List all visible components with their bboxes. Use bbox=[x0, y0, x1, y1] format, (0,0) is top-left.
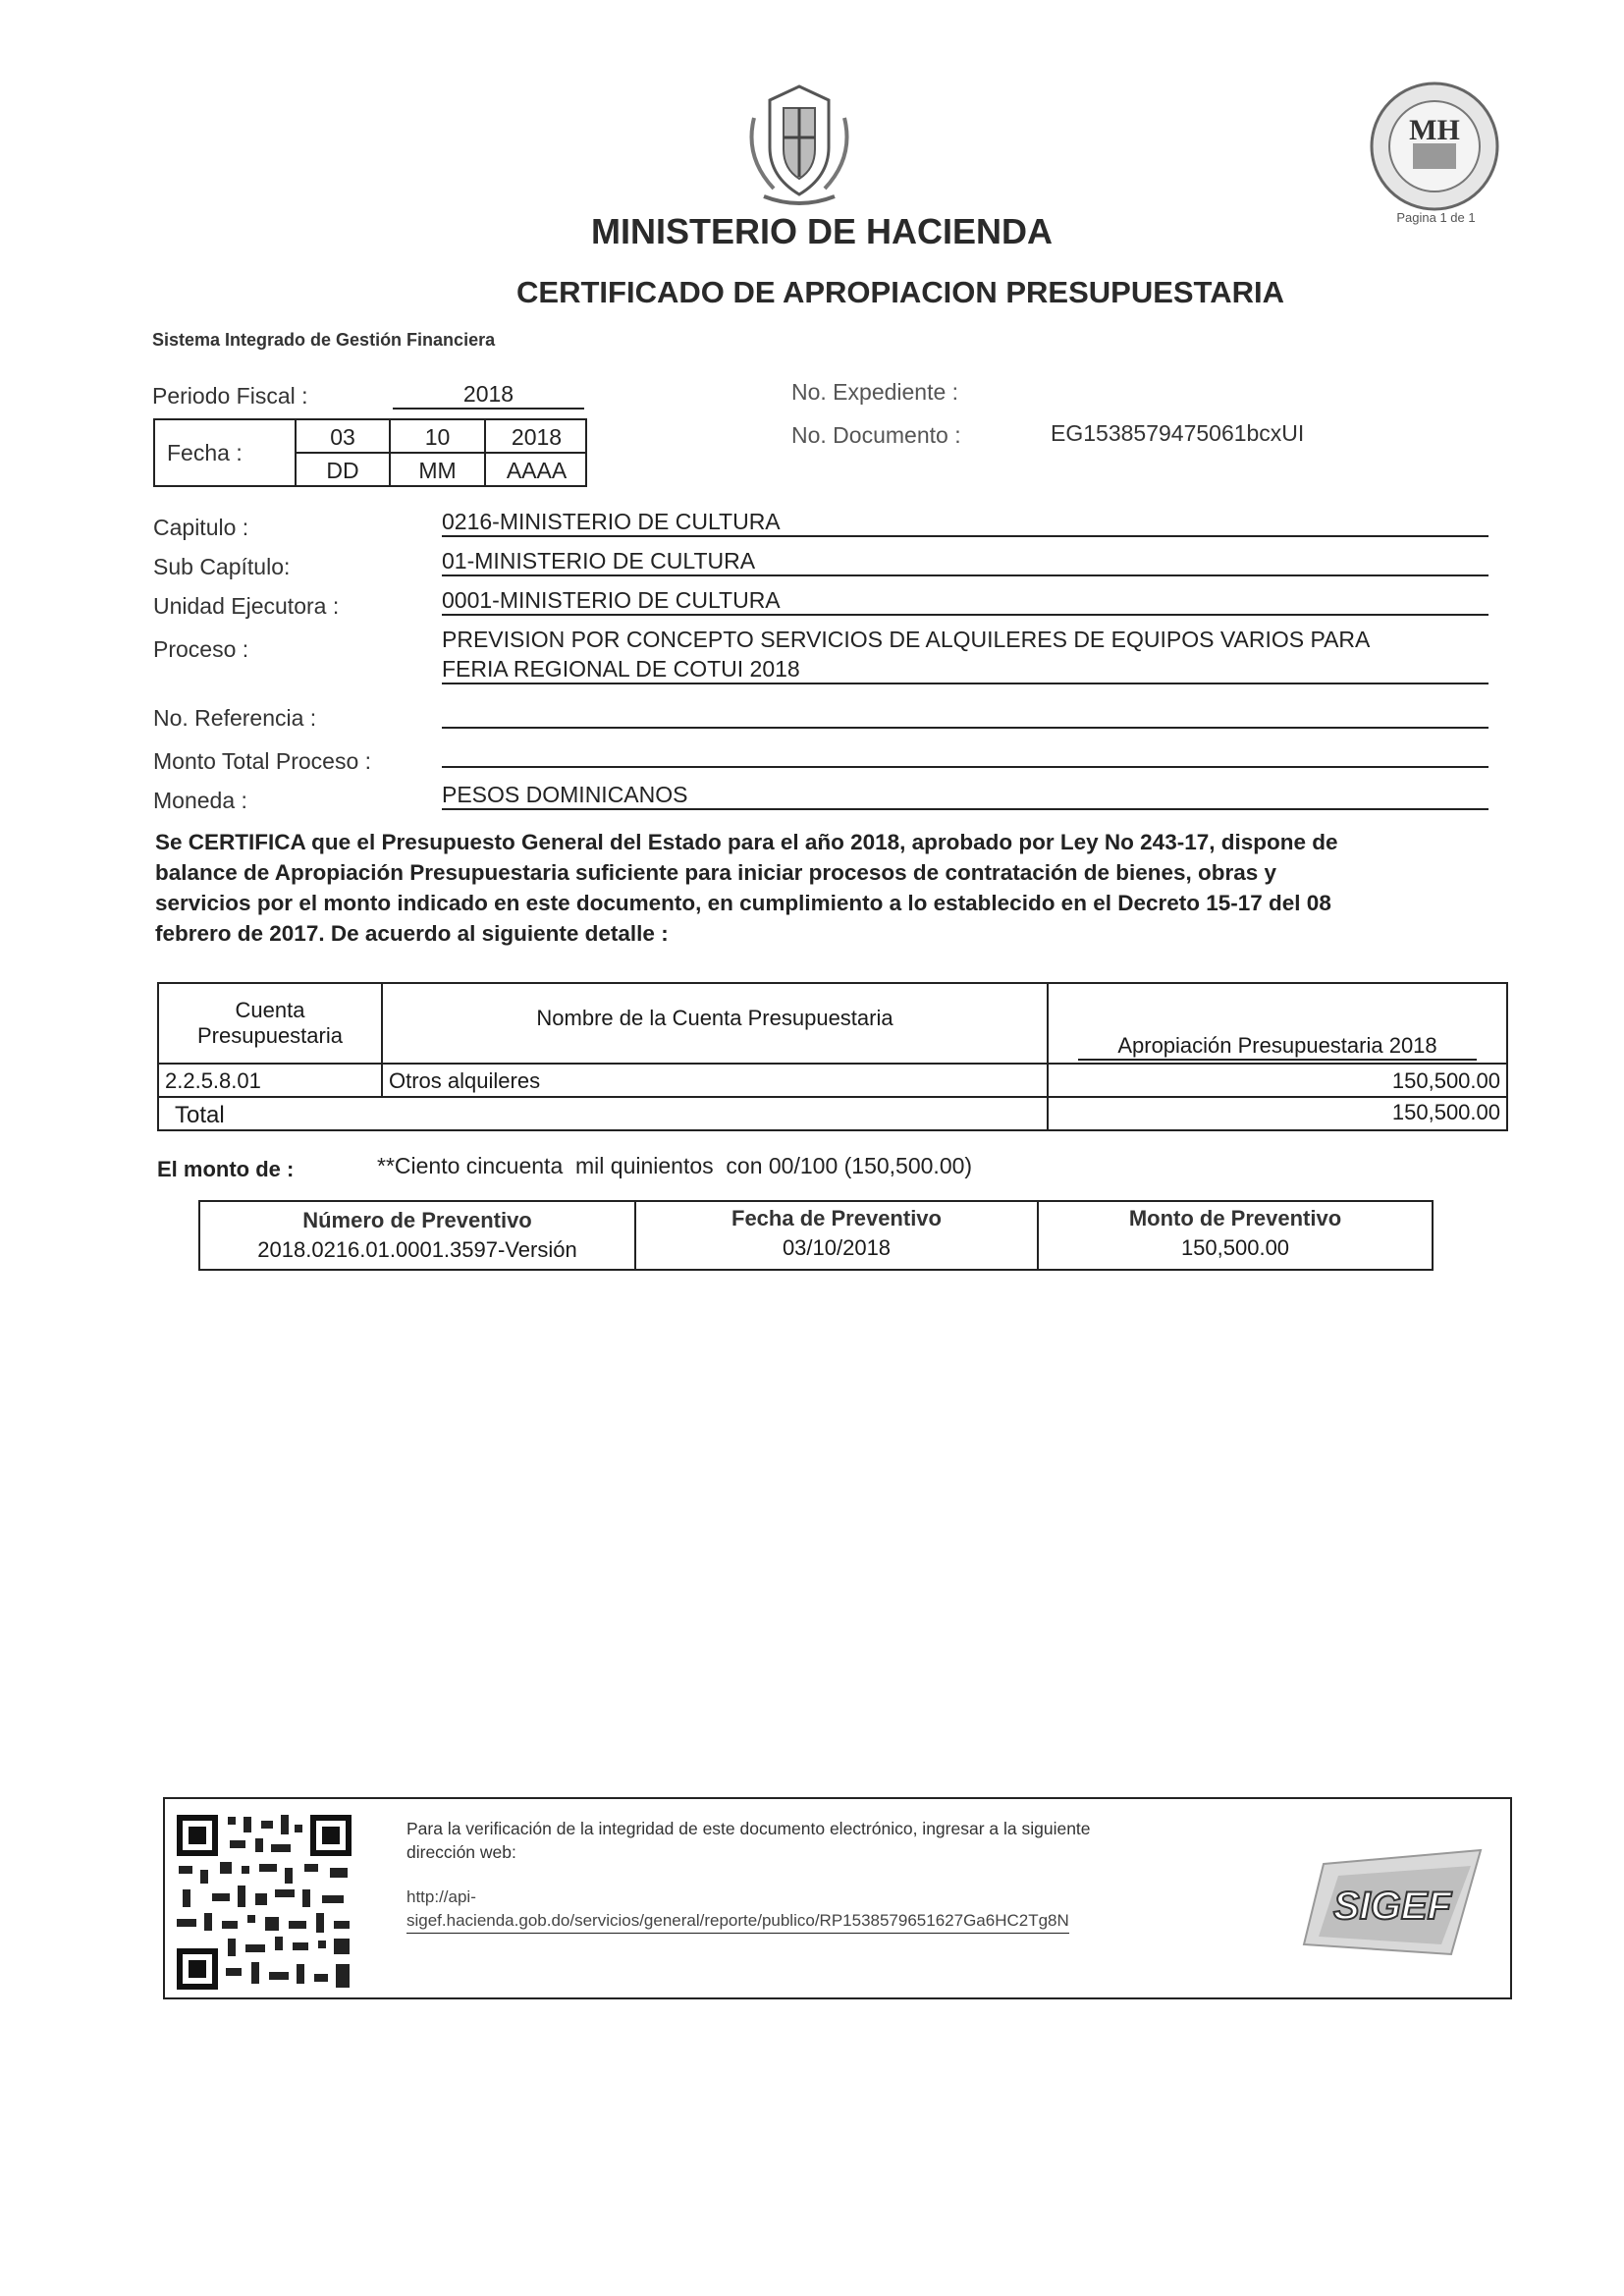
preventivo-fecha-value: 03/10/2018 bbox=[782, 1235, 892, 1260]
proceso-line1: PREVISION POR CONCEPTO SERVICIOS DE ALQUILERES DE EQUIPOS VARIOS PARA bbox=[442, 627, 1371, 652]
capitulo-value: 0216-MINISTERIO DE CULTURA bbox=[442, 509, 1489, 537]
fecha-dd-label: DD bbox=[326, 458, 359, 483]
capitulo-label: Capitulo : bbox=[153, 515, 249, 540]
total-label: Total bbox=[175, 1102, 225, 1128]
preventivo-monto-label: Monto de Preventivo bbox=[1128, 1206, 1342, 1230]
monto-total-label: Monto Total Proceso : bbox=[153, 748, 372, 774]
verification-url[interactable] bbox=[406, 1886, 1069, 1934]
certificate-title: CERTIFICADO DE APROPIACION PRESUPUESTARIA bbox=[516, 275, 1284, 309]
fecha-dd: 03 bbox=[330, 424, 355, 450]
fecha-mm: 10 bbox=[424, 424, 451, 450]
verification-url-line1[interactable]: http://api- bbox=[406, 1887, 476, 1906]
preventivo-monto-value: 150,500.00 bbox=[1180, 1235, 1290, 1260]
preventivo-numero-label: Número de Preventivo bbox=[302, 1208, 532, 1232]
header-cuenta-cell bbox=[157, 982, 383, 1065]
amount-words: **Ciento cincuenta mil quinientos con 00/100 (150,500.00) bbox=[377, 1153, 973, 1178]
periodo-fiscal-label: Periodo Fiscal : bbox=[152, 383, 308, 409]
certification-line-4: febrero de 2017. De acuerdo al siguiente detalle : bbox=[155, 921, 669, 946]
coat-of-arms-icon bbox=[734, 79, 864, 211]
subcapitulo-label: Sub Capítulo: bbox=[153, 554, 291, 579]
page-indicator: Pagina 1 de 1 bbox=[1396, 210, 1476, 225]
ministry-seal bbox=[1367, 79, 1502, 214]
qr-code-icon[interactable] bbox=[173, 1811, 355, 1994]
preventivo-numero-value: 2018.0216.01.0001.3597-Versión bbox=[257, 1237, 577, 1262]
system-name: Sistema Integrado de Gestión Financiera bbox=[152, 330, 496, 350]
preventivo-table bbox=[198, 1200, 1434, 1271]
certification-paragraph bbox=[155, 827, 1490, 949]
row-amount: 150,500.00 bbox=[1391, 1068, 1500, 1093]
expediente-label: No. Expediente : bbox=[791, 379, 959, 405]
proceso-line2: FERIA REGIONAL DE COTUI 2018 bbox=[442, 656, 1489, 684]
certification-line-2: balance de Apropiación Presupuestaria suficiente para iniciar procesos de contratación de bienes, obras y bbox=[155, 860, 1277, 885]
preventivo-numero-cell bbox=[198, 1200, 636, 1271]
periodo-fiscal-value: 2018 bbox=[393, 381, 584, 410]
documento-label: No. Documento : bbox=[791, 422, 961, 448]
total-label-cell bbox=[157, 1096, 1049, 1131]
documento-value: EG1538579475061bcxUI bbox=[1051, 420, 1305, 446]
fecha-label: Fecha : bbox=[167, 440, 243, 465]
moneda-value: PESOS DOMINICANOS bbox=[442, 782, 1489, 810]
unidad-ejecutora-value: 0001-MINISTERIO DE CULTURA bbox=[442, 587, 1489, 616]
ministry-title: MINISTERIO DE HACIENDA bbox=[590, 211, 1054, 251]
verification-box bbox=[163, 1797, 1512, 1999]
header-cuenta-line1: Cuenta bbox=[235, 998, 305, 1022]
verification-text-line1: Para la verificación de la integridad de este documento electrónico, ingresar a la siguiente bbox=[406, 1819, 1091, 1838]
header-cuenta-line2: Presupuestaria bbox=[197, 1023, 343, 1048]
row-account-cell bbox=[157, 1063, 383, 1098]
amount-label: El monto de : bbox=[157, 1157, 295, 1181]
row-name-cell bbox=[381, 1063, 1049, 1098]
fecha-box bbox=[153, 418, 587, 487]
certification-line-3: servicios por el monto indicado en este documento, en cumplimiento a lo establecido en el Decreto 15-17 del 08 bbox=[155, 891, 1331, 915]
referencia-label: No. Referencia : bbox=[153, 705, 317, 731]
fecha-aaaa-label: AAAA bbox=[506, 458, 568, 483]
total-amount: 150,500.00 bbox=[1391, 1100, 1500, 1124]
header-nombre-cell bbox=[381, 982, 1049, 1065]
certification-line-1: Se CERTIFICA que el Presupuesto General del Estado para el año 2018, aprobado por Ley No 243-17, dispone de bbox=[155, 830, 1338, 854]
subcapitulo-value: 01-MINISTERIO DE CULTURA bbox=[442, 548, 1489, 576]
verification-text bbox=[406, 1817, 1091, 1864]
unidad-ejecutora-label: Unidad Ejecutora : bbox=[153, 593, 340, 619]
seal-lettering: MH bbox=[1409, 114, 1460, 146]
verification-url-line2[interactable]: sigef.hacienda.gob.do/servicios/general/reporte/publico/RP1538579651627Ga6HC2Tg8N bbox=[406, 1909, 1069, 1934]
preventivo-fecha-cell bbox=[634, 1200, 1039, 1271]
moneda-label: Moneda : bbox=[153, 788, 247, 813]
total-amount-cell bbox=[1047, 1096, 1508, 1131]
fecha-aaaa: 2018 bbox=[511, 424, 563, 450]
header-apropiacion: Apropiación Presupuestaria 2018 bbox=[1078, 1033, 1477, 1061]
row-account: 2.2.5.8.01 bbox=[165, 1068, 261, 1093]
header-nombre: Nombre de la Cuenta Presupuestaria bbox=[536, 1006, 893, 1030]
proceso-label: Proceso : bbox=[153, 636, 249, 662]
referencia-value-line bbox=[442, 707, 1489, 729]
preventivo-monto-cell bbox=[1037, 1200, 1434, 1271]
sigef-logo-text: SIGEF bbox=[1332, 1885, 1452, 1928]
row-amount-cell bbox=[1047, 1063, 1508, 1098]
monto-total-value-line bbox=[442, 746, 1489, 768]
budget-table bbox=[157, 982, 1508, 1131]
fecha-mm-label: MM bbox=[418, 458, 457, 483]
verification-text-line2: dirección web: bbox=[406, 1842, 516, 1862]
row-name: Otros alquileres bbox=[389, 1068, 541, 1093]
sigef-logo bbox=[1284, 1846, 1500, 1964]
preventivo-fecha-label: Fecha de Preventivo bbox=[731, 1206, 942, 1230]
header-apropiacion-cell bbox=[1047, 982, 1508, 1065]
